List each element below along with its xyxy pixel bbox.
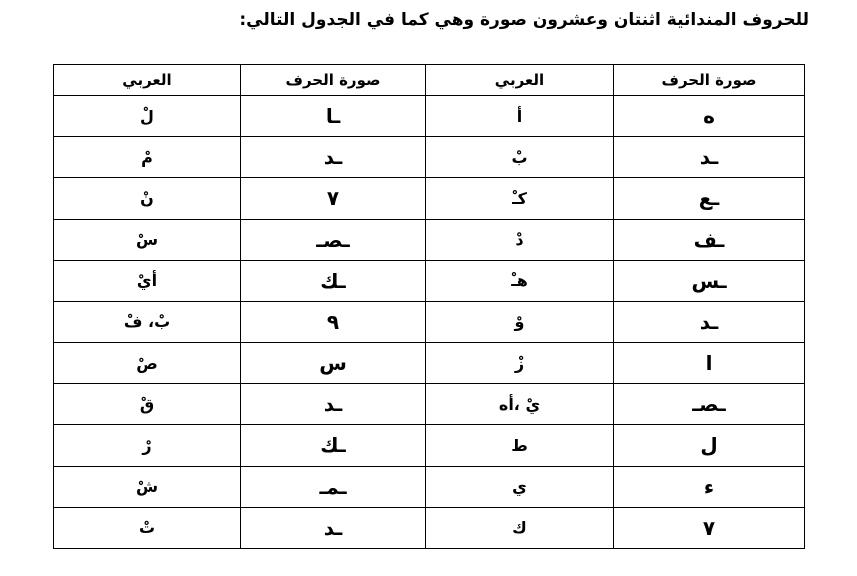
arabic-equivalent: قْ [54,384,241,425]
header-glyph-2: صورة الحرف [241,65,426,96]
table-row [54,96,805,137]
letter-glyph: ٩ [241,301,426,342]
arabic-equivalent: رْ [54,425,241,466]
arabic-equivalent: بْ، فْ [54,301,241,342]
alphabet-table [53,64,805,549]
table-row [54,260,805,301]
letter-glyph: ـف [614,219,805,260]
arabic-equivalent: ط [426,425,614,466]
arabic-equivalent: هـْ [426,260,614,301]
letter-glyph: ا [614,343,805,384]
letter-glyph: ـد [614,301,805,342]
letter-glyph: ـمـ [241,466,426,507]
page-heading: للحروف المندائية اثنتان وعشرون صورة وهي كما في الجدول التالي: [239,10,809,30]
arabic-equivalent: مْ [54,137,241,178]
arabic-equivalent: ي [426,466,614,507]
arabic-equivalent: كـْ [426,178,614,219]
arabic-equivalent: أ [426,96,614,137]
letter-glyph: ـد [241,137,426,178]
arabic-equivalent: دْ [426,219,614,260]
letter-glyph: ـد [241,384,426,425]
arabic-equivalent: نْ [54,178,241,219]
letter-glyph: س [241,343,426,384]
letter-glyph: ـع [614,178,805,219]
table-row [54,466,805,507]
letter-glyph: ـصـ [614,384,805,425]
letter-glyph: ه [614,96,805,137]
header-arabic-1: العربي [426,65,614,96]
letter-glyph: ٧ [614,507,805,548]
arabic-equivalent: وْ [426,301,614,342]
letter-glyph: ـد [614,137,805,178]
letter-glyph: ـصـ [241,219,426,260]
table-row [54,425,805,466]
letter-glyph: ـا [241,96,426,137]
table-row [54,137,805,178]
arabic-equivalent: بْ [426,137,614,178]
letter-glyph: ـد [241,507,426,548]
table-row [54,301,805,342]
letter-glyph: ل [614,425,805,466]
header-glyph-1: صورة الحرف [614,65,805,96]
header-arabic-2: العربي [54,65,241,96]
letter-glyph: ـك [241,260,426,301]
arabic-equivalent: أيْ [54,260,241,301]
letter-glyph: ء [614,466,805,507]
table-header-row [54,65,805,96]
table-row [54,507,805,548]
table-row [54,178,805,219]
letter-glyph: ـك [241,425,426,466]
arabic-equivalent: يْ ،أه [426,384,614,425]
letter-glyph: ـس [614,260,805,301]
arabic-equivalent: لْ [54,96,241,137]
table-row [54,343,805,384]
table-row [54,219,805,260]
arabic-equivalent: ك [426,507,614,548]
arabic-equivalent: صْ [54,343,241,384]
arabic-equivalent: زْ [426,343,614,384]
table-row [54,384,805,425]
arabic-equivalent: شْ [54,466,241,507]
arabic-equivalent: تْ [54,507,241,548]
arabic-equivalent: سْ [54,219,241,260]
letter-glyph: ٧ [241,178,426,219]
